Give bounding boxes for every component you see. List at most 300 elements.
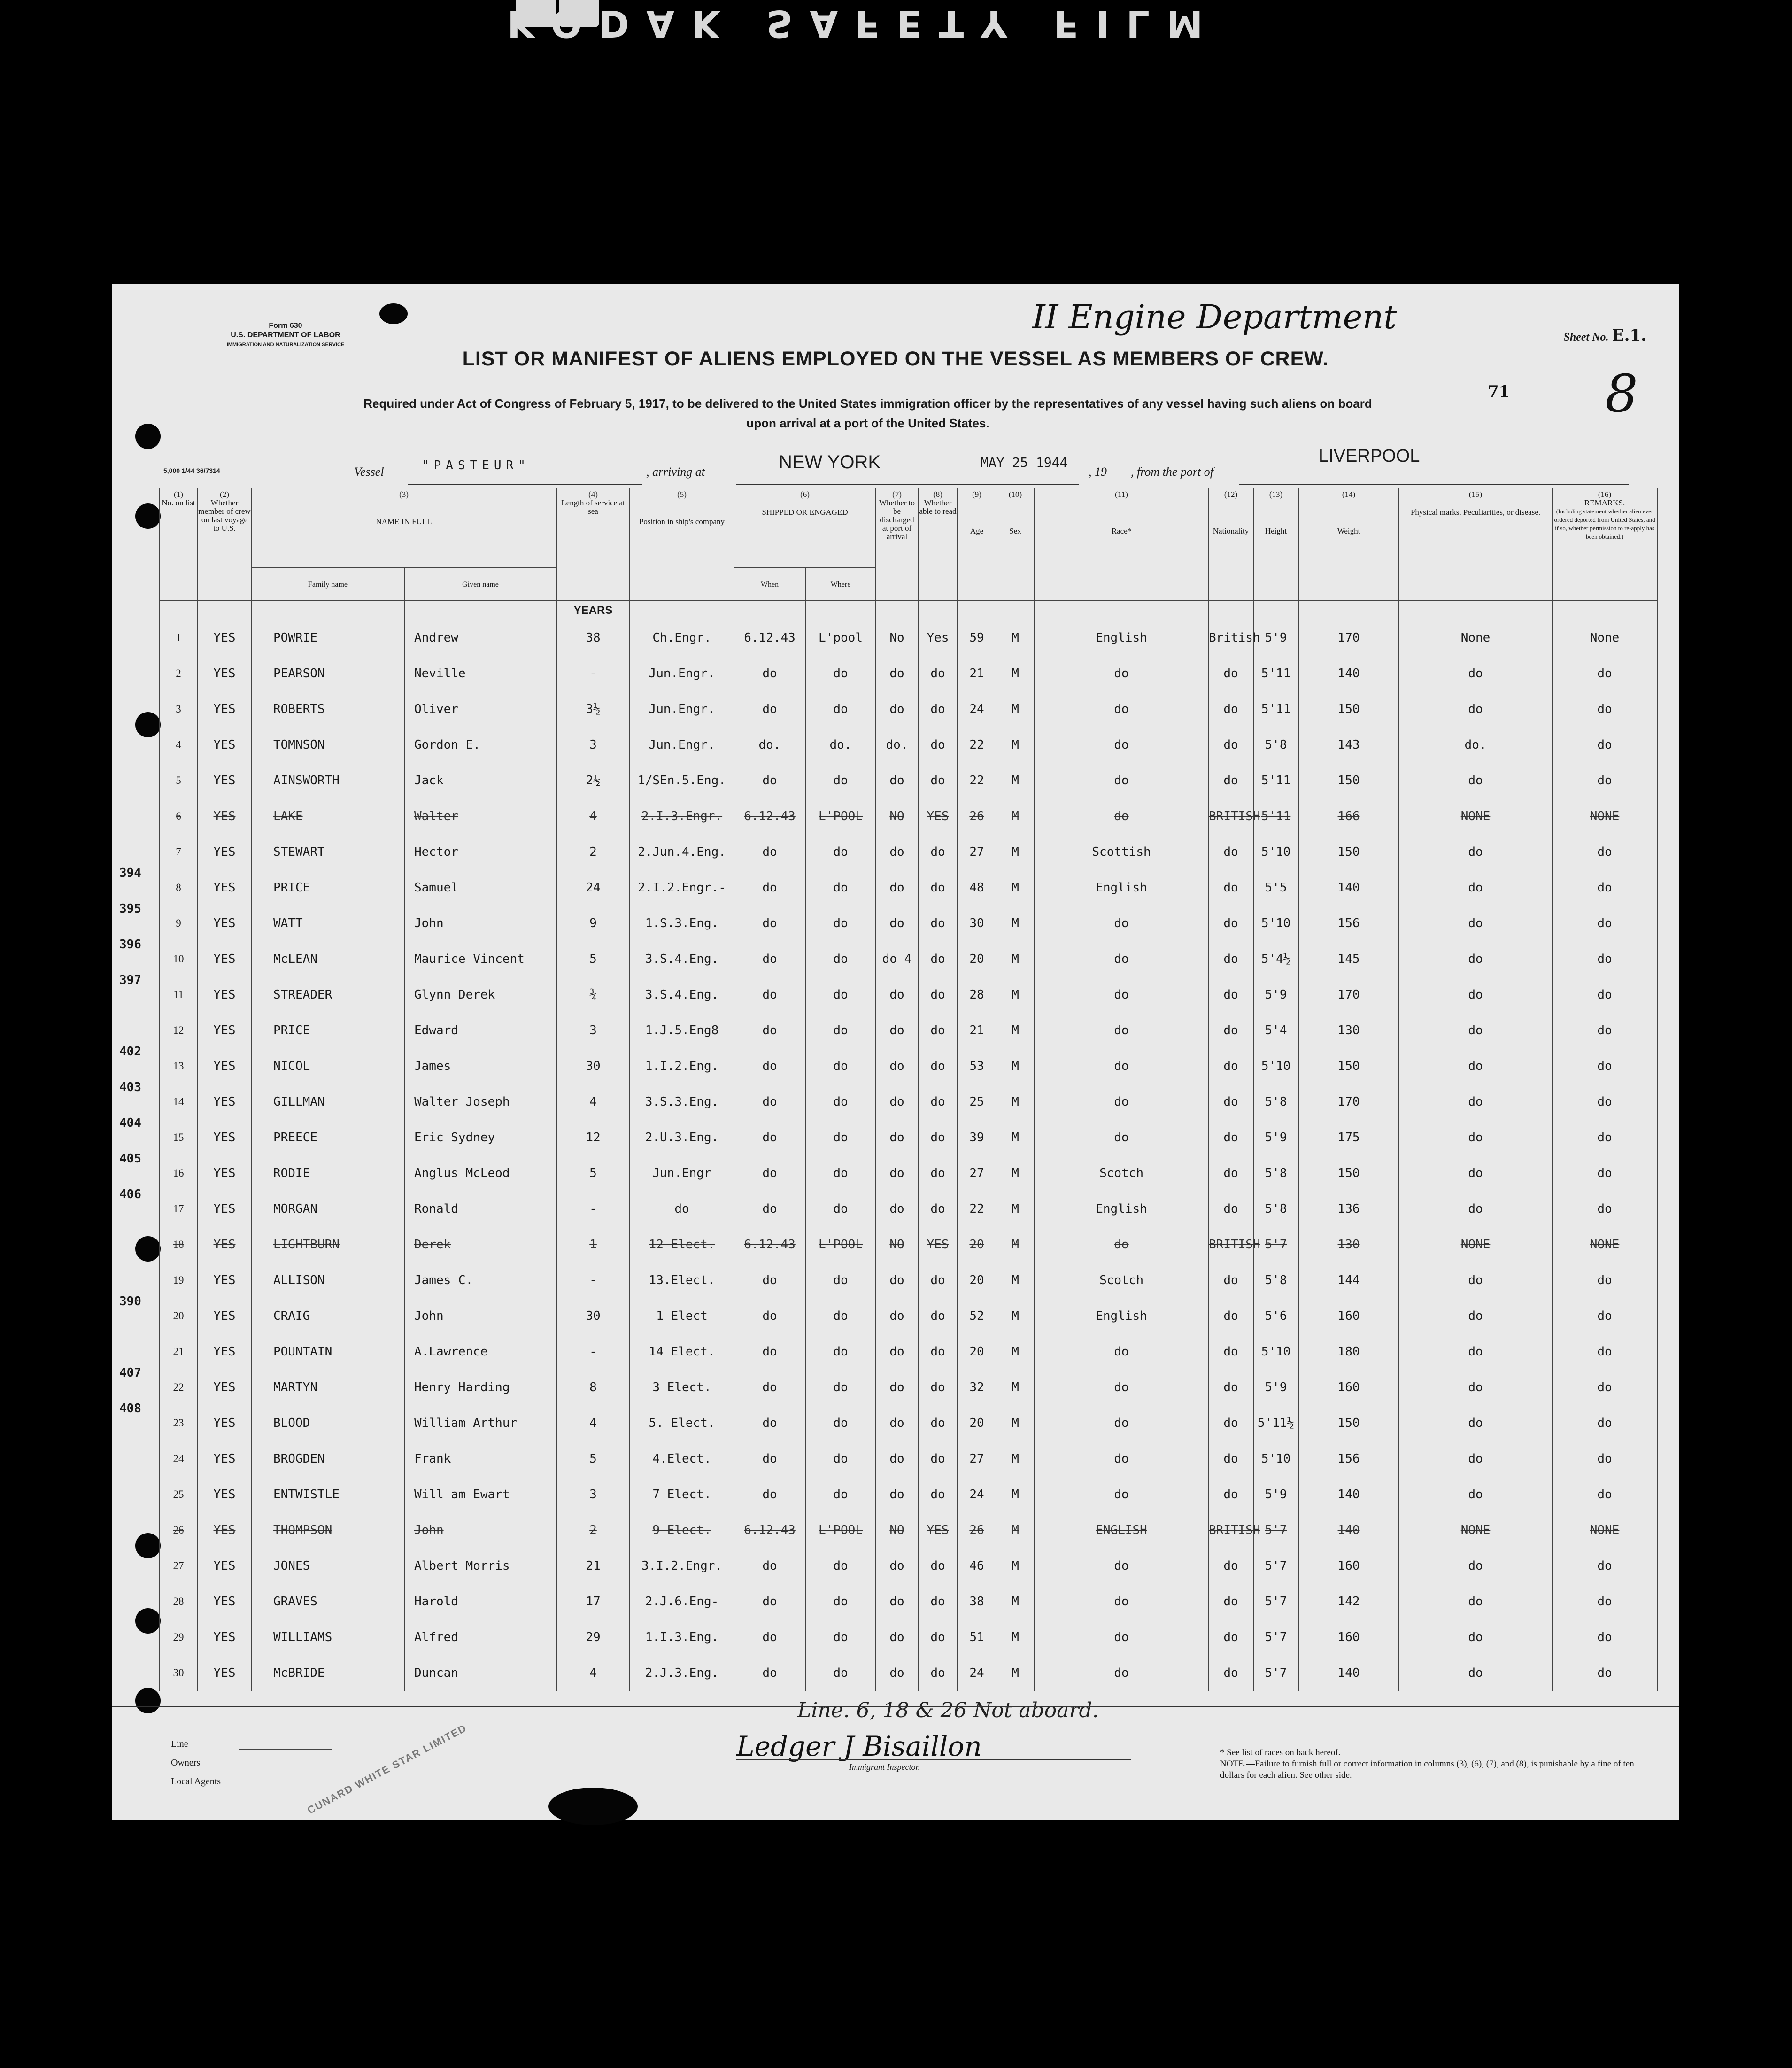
nationality-cell: do — [1208, 906, 1253, 941]
crew-member-cell: YES — [198, 1370, 251, 1405]
row-number-cell: 21 — [159, 1334, 198, 1370]
crew-member-cell: YES — [198, 906, 251, 941]
family-name-cell: MARTYN — [251, 1370, 404, 1405]
engaged-where-cell: do — [805, 1441, 876, 1477]
race-cell: do — [1035, 763, 1208, 798]
given-name-cell: Ronald — [404, 1191, 556, 1227]
remarks-cell: do — [1552, 1334, 1657, 1370]
form-title: LIST OR MANIFEST OF ALIENS EMPLOYED ON THE VESSEL AS MEMBERS OF CREW. — [462, 348, 1329, 370]
footnote-races: * See list of races on back hereof. — [1220, 1748, 1341, 1758]
row-number-cell: 12 — [159, 1013, 198, 1048]
family-name-cell: CRAIG — [251, 1298, 404, 1334]
remarks-cell: do — [1552, 1405, 1657, 1441]
family-name-header: Family name — [251, 567, 404, 601]
row-number-cell: 22 — [159, 1370, 198, 1405]
engaged-where-cell: do — [805, 1655, 876, 1691]
physical-marks-cell: do — [1399, 1584, 1552, 1619]
remarks-cell: do — [1552, 1584, 1657, 1619]
position-cell: Jun.Engr. — [630, 656, 734, 691]
row-number-cell: 23 — [159, 1405, 198, 1441]
crew-member-cell: YES — [198, 1155, 251, 1191]
margin-number: 403 — [119, 1080, 141, 1094]
race-cell: English — [1035, 620, 1208, 656]
row-number-cell: 8 — [159, 870, 198, 906]
nationality-cell: do — [1208, 1013, 1253, 1048]
col-weight-header: (14) Weight — [1298, 488, 1399, 601]
row-number-cell: 4 — [159, 727, 198, 763]
length-of-service-cell: 12 — [556, 1120, 630, 1155]
length-of-service-cell: - — [556, 1262, 630, 1298]
weight-cell: 140 — [1298, 1477, 1399, 1512]
race-cell: do — [1035, 798, 1208, 834]
race-cell: do — [1035, 691, 1208, 727]
crew-member-cell: YES — [198, 977, 251, 1013]
physical-marks-cell: do. — [1399, 727, 1552, 763]
punch-hole — [135, 503, 161, 529]
sex-cell: M — [996, 1227, 1035, 1262]
discharge-flag-cell: do — [876, 870, 918, 906]
underline — [1239, 484, 1629, 485]
family-name-cell: ROBERTS — [251, 691, 404, 727]
sex-cell: M — [996, 1619, 1035, 1655]
given-name-cell: Will am Ewart — [404, 1477, 556, 1512]
able-to-read-cell: do — [918, 1655, 958, 1691]
nationality-cell: do — [1208, 1405, 1253, 1441]
nationality-cell: do — [1208, 1441, 1253, 1477]
physical-marks-cell: do — [1399, 906, 1552, 941]
row-number-cell: 17 — [159, 1191, 198, 1227]
family-name-cell: WILLIAMS — [251, 1619, 404, 1655]
discharge-flag-cell: do — [876, 1548, 918, 1584]
engaged-where-cell: do — [805, 1584, 876, 1619]
age-cell: 20 — [958, 941, 996, 977]
sex-cell: M — [996, 834, 1035, 870]
crew-member-cell: YES — [198, 763, 251, 798]
race-cell: Scotch — [1035, 1262, 1208, 1298]
arrival-date: MAY 25 1944 — [981, 455, 1068, 470]
crew-member-cell: YES — [198, 1655, 251, 1691]
discharge-flag-cell: do — [876, 1477, 918, 1512]
race-cell: do — [1035, 1655, 1208, 1691]
length-of-service-cell: 4 — [556, 1084, 630, 1120]
crew-member-cell: YES — [198, 1227, 251, 1262]
height-cell: 5'9 — [1253, 1477, 1298, 1512]
height-cell: 5'7 — [1253, 1548, 1298, 1584]
height-cell: 5'10 — [1253, 834, 1298, 870]
race-cell: do — [1035, 1120, 1208, 1155]
col-crew-header: (2) Whether member of crew on last voyage to U.S. — [198, 488, 251, 601]
height-cell: 5'9 — [1253, 1370, 1298, 1405]
engaged-where-cell: do — [805, 1619, 876, 1655]
physical-marks-cell: do — [1399, 941, 1552, 977]
length-of-service-cell: 2 — [556, 1512, 630, 1548]
engaged-where-cell: L'POOL — [805, 1512, 876, 1548]
engaged-where-cell: do. — [805, 727, 876, 763]
sex-cell: M — [996, 977, 1035, 1013]
able-to-read-cell: do — [918, 870, 958, 906]
table-row — [159, 1441, 1657, 1477]
nationality-cell: do — [1208, 1262, 1253, 1298]
row-number-cell: 13 — [159, 1048, 198, 1084]
underline — [239, 1749, 332, 1750]
table-row — [159, 1548, 1657, 1584]
crew-member-cell: YES — [198, 1619, 251, 1655]
race-cell: English — [1035, 870, 1208, 906]
col-marks-header: (15) Physical marks, Peculiarities, or disease. — [1399, 488, 1552, 601]
race-cell: Scottish — [1035, 834, 1208, 870]
physical-marks-cell: do — [1399, 1262, 1552, 1298]
table-row — [159, 906, 1657, 941]
able-to-read-cell: do — [918, 1619, 958, 1655]
engaged-where-cell: L'pool — [805, 620, 876, 656]
race-cell: ENGLISH — [1035, 1512, 1208, 1548]
engaged-where-cell: do — [805, 1548, 876, 1584]
age-cell: 46 — [958, 1548, 996, 1584]
height-cell: 5'11 — [1253, 763, 1298, 798]
able-to-read-cell: do — [918, 1120, 958, 1155]
engaged-where-cell: do — [805, 1155, 876, 1191]
physical-marks-cell: do — [1399, 1441, 1552, 1477]
underline — [736, 484, 1079, 485]
position-cell: 9 Elect. — [630, 1512, 734, 1548]
height-cell: 5'8 — [1253, 1084, 1298, 1120]
crew-member-cell: YES — [198, 1120, 251, 1155]
able-to-read-cell: do — [918, 1584, 958, 1619]
family-name-cell: GRAVES — [251, 1584, 404, 1619]
crew-member-cell: YES — [198, 1298, 251, 1334]
crew-member-cell: YES — [198, 1334, 251, 1370]
engaged-when-cell: do — [734, 1548, 805, 1584]
age-cell: 21 — [958, 1013, 996, 1048]
physical-marks-cell: do — [1399, 870, 1552, 906]
length-of-service-cell: 3½ — [556, 691, 630, 727]
family-name-cell: RODIE — [251, 1155, 404, 1191]
able-to-read-cell: YES — [918, 1512, 958, 1548]
position-cell: 2.U.3.Eng. — [630, 1120, 734, 1155]
given-name-cell: Jack — [404, 763, 556, 798]
height-cell: 5'7 — [1253, 1584, 1298, 1619]
punch-hole — [135, 424, 161, 449]
nationality-cell: British — [1208, 620, 1253, 656]
where-header: Where — [805, 567, 876, 601]
family-name-cell: BLOOD — [251, 1405, 404, 1441]
engaged-where-cell: do — [805, 1370, 876, 1405]
position-cell: Jun.Engr. — [630, 727, 734, 763]
length-of-service-cell: 5 — [556, 1155, 630, 1191]
race-cell: do — [1035, 977, 1208, 1013]
position-cell: 3.I.2.Engr. — [630, 1548, 734, 1584]
weight-cell: 140 — [1298, 1655, 1399, 1691]
punch-hole — [135, 1688, 161, 1713]
family-name-cell: PRICE — [251, 870, 404, 906]
sex-cell: M — [996, 1120, 1035, 1155]
crew-member-cell: YES — [198, 1048, 251, 1084]
physical-marks-cell: do — [1399, 1048, 1552, 1084]
remarks-cell: do — [1552, 656, 1657, 691]
department-name: U.S. DEPARTMENT OF LABOR — [231, 331, 340, 339]
table-row — [159, 691, 1657, 727]
sex-cell: M — [996, 1370, 1035, 1405]
footer-divider — [112, 1706, 1679, 1707]
col-remarks-header: (16) REMARKS. (Including statement whether alien ever ordered deported from United States, and if so, whether permission to re-apply has been obtained.) — [1552, 488, 1657, 601]
discharge-flag-cell: NO — [876, 798, 918, 834]
engaged-when-cell: do — [734, 941, 805, 977]
length-of-service-cell: 4 — [556, 1655, 630, 1691]
discharge-flag-cell: do — [876, 1084, 918, 1120]
position-cell: 13.Elect. — [630, 1262, 734, 1298]
length-of-service-cell: ¾ — [556, 977, 630, 1013]
years-label: YEARS — [556, 601, 630, 620]
from-port-label: , from the port of — [1131, 465, 1213, 479]
engaged-when-cell: do — [734, 1441, 805, 1477]
sex-cell: M — [996, 1262, 1035, 1298]
engaged-when-cell: do — [734, 870, 805, 906]
position-cell: 2.J.3.Eng. — [630, 1655, 734, 1691]
table-row — [159, 656, 1657, 691]
nationality-cell: do — [1208, 1477, 1253, 1512]
given-name-cell: William Arthur — [404, 1405, 556, 1441]
age-cell: 22 — [958, 727, 996, 763]
nationality-cell: do — [1208, 1084, 1253, 1120]
manifest-page — [112, 284, 1679, 1820]
row-number-cell: 14 — [159, 1084, 198, 1120]
able-to-read-cell: do — [918, 1155, 958, 1191]
physical-marks-cell: do — [1399, 1477, 1552, 1512]
engaged-when-cell: do — [734, 1298, 805, 1334]
height-cell: 5'4½ — [1253, 941, 1298, 977]
table-row — [159, 1298, 1657, 1334]
height-cell: 5'11½ — [1253, 1405, 1298, 1441]
service-name: IMMIGRATION AND NATURALIZATION SERVICE — [226, 342, 345, 348]
table-row — [159, 763, 1657, 798]
sex-cell: M — [996, 1191, 1035, 1227]
able-to-read-cell: do — [918, 1048, 958, 1084]
given-name-cell: Duncan — [404, 1655, 556, 1691]
row-number-cell: 27 — [159, 1548, 198, 1584]
departure-port: LIVERPOOL — [1319, 446, 1420, 466]
engaged-where-cell: do — [805, 1405, 876, 1441]
able-to-read-cell: YES — [918, 1227, 958, 1262]
height-cell: 5'10 — [1253, 1334, 1298, 1370]
given-name-cell: Neville — [404, 656, 556, 691]
position-cell: 2.I.3.Engr. — [630, 798, 734, 834]
position-cell: 1.I.2.Eng. — [630, 1048, 734, 1084]
position-cell: 2.Jun.4.Eng. — [630, 834, 734, 870]
length-of-service-cell: 3 — [556, 727, 630, 763]
length-of-service-cell: 24 — [556, 870, 630, 906]
table-row — [159, 1477, 1657, 1512]
remarks-cell: NONE — [1552, 1227, 1657, 1262]
height-cell: 5'10 — [1253, 906, 1298, 941]
physical-marks-cell: do — [1399, 1120, 1552, 1155]
margin-number: 406 — [119, 1187, 141, 1201]
race-cell: English — [1035, 1191, 1208, 1227]
table-row — [159, 1227, 1657, 1262]
nationality-cell: BRITISH — [1208, 1512, 1253, 1548]
age-cell: 20 — [958, 1405, 996, 1441]
given-name-cell: James — [404, 1048, 556, 1084]
crew-member-cell: YES — [198, 656, 251, 691]
remarks-cell: do — [1552, 1048, 1657, 1084]
nationality-cell: do — [1208, 834, 1253, 870]
engaged-where-cell: do — [805, 1120, 876, 1155]
age-cell: 21 — [958, 656, 996, 691]
weight-cell: 156 — [1298, 906, 1399, 941]
crew-member-cell: YES — [198, 1477, 251, 1512]
race-cell: do — [1035, 1334, 1208, 1370]
position-cell: 14 Elect. — [630, 1334, 734, 1370]
length-of-service-cell: - — [556, 1191, 630, 1227]
age-cell: 22 — [958, 1191, 996, 1227]
remarks-cell: do — [1552, 1013, 1657, 1048]
nationality-cell: do — [1208, 977, 1253, 1013]
engaged-where-cell: do — [805, 906, 876, 941]
engaged-when-cell: 6.12.43 — [734, 1512, 805, 1548]
company-stamp: CUNARD WHITE STAR LIMITED — [305, 1722, 469, 1816]
physical-marks-cell: do — [1399, 1370, 1552, 1405]
given-name-cell: Eric Sydney — [404, 1120, 556, 1155]
age-cell: 39 — [958, 1120, 996, 1155]
height-cell: 5'9 — [1253, 977, 1298, 1013]
table-row — [159, 941, 1657, 977]
margin-number: 407 — [119, 1366, 141, 1380]
age-cell: 51 — [958, 1619, 996, 1655]
weight-cell: 170 — [1298, 620, 1399, 656]
length-of-service-cell: 3 — [556, 1013, 630, 1048]
nationality-cell: do — [1208, 870, 1253, 906]
nationality-cell: do — [1208, 1370, 1253, 1405]
height-cell: 5'8 — [1253, 727, 1298, 763]
row-number-cell: 7 — [159, 834, 198, 870]
weight-cell: 166 — [1298, 798, 1399, 834]
physical-marks-cell: None — [1399, 620, 1552, 656]
col-sex-header: (10) Sex — [996, 488, 1035, 601]
engaged-when-cell: do — [734, 1262, 805, 1298]
discharge-flag-cell: do — [876, 906, 918, 941]
table-row — [159, 1405, 1657, 1441]
table-row — [159, 834, 1657, 870]
length-of-service-cell: 3 — [556, 1477, 630, 1512]
sex-cell: M — [996, 1548, 1035, 1584]
crew-member-cell: YES — [198, 620, 251, 656]
print-code: 5,000 1/44 36/7314 — [163, 467, 220, 474]
given-name-cell: Walter Joseph — [404, 1084, 556, 1120]
engaged-when-cell: do — [734, 691, 805, 727]
length-of-service-cell: 30 — [556, 1048, 630, 1084]
engaged-where-cell: do — [805, 763, 876, 798]
sex-cell: M — [996, 763, 1035, 798]
race-cell: do — [1035, 941, 1208, 977]
length-of-service-cell: 9 — [556, 906, 630, 941]
crew-member-cell: YES — [198, 691, 251, 727]
height-cell: 5'11 — [1253, 691, 1298, 727]
position-cell: 1.J.5.Eng8 — [630, 1013, 734, 1048]
given-name-cell: Frank — [404, 1441, 556, 1477]
position-cell: 3.S.4.Eng. — [630, 977, 734, 1013]
able-to-read-cell: do — [918, 1405, 958, 1441]
col-read-header: (8) Whether able to read — [918, 488, 958, 601]
given-name-cell: Maurice Vincent — [404, 941, 556, 977]
form-subtitle — [290, 394, 1445, 433]
family-name-cell: AINSWORTH — [251, 763, 404, 798]
length-of-service-cell: - — [556, 1334, 630, 1370]
weight-cell: 160 — [1298, 1370, 1399, 1405]
crew-member-cell: YES — [198, 1441, 251, 1477]
weight-cell: 150 — [1298, 834, 1399, 870]
sex-cell: M — [996, 1477, 1035, 1512]
signature-line — [736, 1759, 1131, 1760]
subtitle-line: upon arrival at a port of the United States. — [746, 416, 989, 430]
engaged-when-cell: do — [734, 1619, 805, 1655]
race-cell: do — [1035, 1370, 1208, 1405]
table-row — [159, 1619, 1657, 1655]
family-name-cell: JONES — [251, 1548, 404, 1584]
sex-cell: M — [996, 1013, 1035, 1048]
physical-marks-cell: do — [1399, 1013, 1552, 1048]
height-cell: 5'9 — [1253, 1120, 1298, 1155]
nationality-cell: do — [1208, 1548, 1253, 1584]
col-race-header: (11) Race* — [1035, 488, 1208, 601]
sex-cell: M — [996, 1655, 1035, 1691]
weight-cell: 156 — [1298, 1441, 1399, 1477]
height-cell: 5'10 — [1253, 1441, 1298, 1477]
length-of-service-cell: 4 — [556, 798, 630, 834]
col-engaged-header: (6) SHIPPED OR ENGAGED — [734, 488, 876, 567]
remarks-cell: None — [1552, 620, 1657, 656]
discharge-flag-cell: do — [876, 1334, 918, 1370]
given-name-header: Given name — [404, 567, 556, 601]
remarks-cell: do — [1552, 977, 1657, 1013]
year-label: , 19 — [1089, 465, 1107, 479]
row-number-cell: 20 — [159, 1298, 198, 1334]
weight-cell: 143 — [1298, 727, 1399, 763]
given-name-cell: John — [404, 1298, 556, 1334]
age-cell: 24 — [958, 691, 996, 727]
height-cell: 5'11 — [1253, 798, 1298, 834]
race-cell: do — [1035, 1548, 1208, 1584]
position-cell: 4.Elect. — [630, 1441, 734, 1477]
table-row — [159, 620, 1657, 656]
age-cell: 26 — [958, 1512, 996, 1548]
physical-marks-cell: do — [1399, 656, 1552, 691]
nationality-cell: do — [1208, 1048, 1253, 1084]
discharge-flag-cell: do — [876, 1441, 918, 1477]
margin-number: 397 — [119, 973, 141, 987]
row-number-cell: 29 — [159, 1619, 198, 1655]
weight-cell: 130 — [1298, 1013, 1399, 1048]
able-to-read-cell: do — [918, 1262, 958, 1298]
height-cell: 5'8 — [1253, 1191, 1298, 1227]
table-row — [159, 1155, 1657, 1191]
physical-marks-cell: do — [1399, 1155, 1552, 1191]
given-name-cell: Harold — [404, 1584, 556, 1619]
physical-marks-cell: NONE — [1399, 1512, 1552, 1548]
discharge-flag-cell: do — [876, 1405, 918, 1441]
engaged-where-cell: do — [805, 870, 876, 906]
able-to-read-cell: YES — [918, 798, 958, 834]
row-number-cell: 9 — [159, 906, 198, 941]
weight-cell: 150 — [1298, 1155, 1399, 1191]
engaged-when-cell: do — [734, 1084, 805, 1120]
row-number-cell: 3 — [159, 691, 198, 727]
sex-cell: M — [996, 1084, 1035, 1120]
position-cell: do — [630, 1191, 734, 1227]
nationality-cell: do — [1208, 1584, 1253, 1619]
crew-member-cell: YES — [198, 941, 251, 977]
family-name-cell: LAKE — [251, 798, 404, 834]
crew-member-cell: YES — [198, 1084, 251, 1120]
family-name-cell: ALLISON — [251, 1262, 404, 1298]
